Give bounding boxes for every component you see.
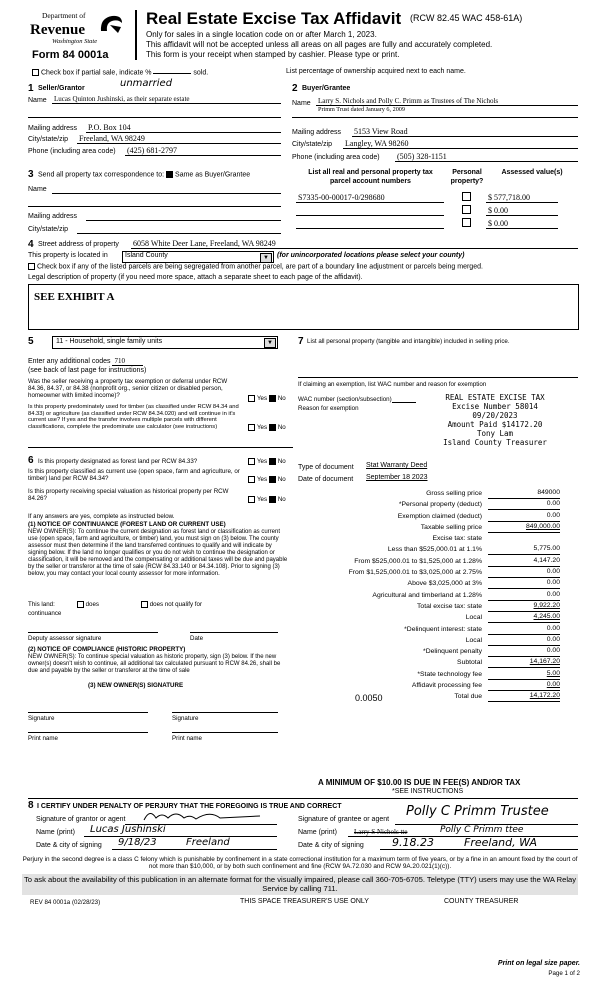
grantee-city: Freeland, WA — [464, 836, 537, 849]
reason-label: Reason for exemption — [298, 405, 359, 412]
legal-label: Legal description of property (if you need more space, attach a separate sheet to each page of the affidavit). — [28, 274, 363, 281]
calc-row — [298, 601, 560, 612]
doc-type-label: Type of document — [298, 464, 354, 471]
logo-revenue: Revenue — [30, 22, 85, 38]
sec5-q1-answer: Yes No — [248, 395, 286, 402]
calc-row — [298, 590, 560, 601]
owner-signature-label-2: Signature — [172, 715, 199, 722]
treasurer-only: THIS SPACE TREASURER'S USE ONLY — [240, 898, 369, 905]
rcw-reference: (RCW 82.45 WAC 458-61A) — [410, 13, 523, 23]
see-instructions: *SEE INSTRUCTIONS — [392, 788, 464, 795]
buyer-mailing: 5153 View Road — [354, 127, 408, 136]
grantee-date-label: Date & city of signing — [298, 842, 364, 849]
sec6-q2: Is this property classified as current use (open space, farm and agriculture, or timber) land per RCW 84.34? — [28, 468, 240, 483]
exemption-note: If claiming an exemption, list WAC number and reason for exemption — [298, 381, 487, 388]
buyer-city-label: City/state/zip — [292, 141, 333, 148]
county-treasurer: COUNTY TREASURER — [444, 898, 519, 905]
sec6-q1-answer: Yes No — [248, 458, 286, 465]
s6q1-yes-checkbox[interactable] — [248, 458, 255, 465]
this-land-row: This land: does does not qualify for — [28, 601, 203, 609]
notice2-body: NEW OWNER(S): To continue special valuation as historic property, sign (3) below. If the new owner(s) doesn't wish to continue, all additional tax calculated pursuant to RCW 84.26, shall be due and payable by the seller or transferor at the time of sale — [28, 654, 281, 674]
s6q3-no-checkbox[interactable] — [269, 496, 276, 503]
deputy-label: Deputy assessor signature — [28, 635, 102, 642]
s6q3-yes-checkbox[interactable] — [248, 496, 255, 503]
calc-value: 0.00 — [488, 590, 560, 601]
sec6-q2-answer: Yes No — [248, 476, 286, 483]
sec4-number: 4 — [28, 239, 34, 250]
doc-type: Stat Warranty Deed — [366, 462, 428, 469]
perjury-notice: Perjury in the second degree is a class C felony which is punishable by confinement in a state correctional institution for a maximum term of five years, or by a fine in an amount fixed by the court of not more than $10,000, or by both such confinement and fine (RCW 9A.72.030 and RCW 9A.20.021(1)(c)). — [22, 856, 578, 871]
buyer-phone: (505) 328-1151 — [397, 152, 447, 161]
calc-value: 4,245.00 — [488, 612, 560, 623]
grantee-date: 9.18.23 — [392, 836, 434, 849]
segregated-note: Check box if any of the listed parcels are being segregated from another parcel, are part of a boundary line adjustment or parcels being merged. — [28, 263, 483, 272]
legal-size-note: Print on legal size paper. — [497, 960, 580, 967]
grantee-name-label: Name (print) — [298, 829, 337, 836]
assessed-value-3: $ 0.00 — [488, 219, 508, 228]
seller-name: Lucas Quinton Jushinski, as their separate estate — [54, 95, 190, 103]
calc-label: Local — [465, 636, 482, 644]
sec5-q2-answer: Yes No — [248, 424, 286, 431]
personal-checkbox-1[interactable] — [462, 192, 471, 201]
s6q1-no-checkbox[interactable] — [269, 458, 276, 465]
sec6-number: 6 — [28, 455, 34, 466]
calc-row — [298, 680, 560, 691]
sec6-q1: Is this property designated as forest land per RCW 84.33? — [38, 458, 198, 465]
grantor-signature — [140, 806, 270, 824]
sec3-name-label: Name — [28, 186, 47, 193]
header-divider — [135, 10, 137, 60]
grantor-date: 9/18/23 — [118, 837, 157, 848]
minimum-notice: A MINIMUM OF $10.00 IS DUE IN FEE(S) AND/OR TAX — [318, 778, 521, 787]
calc-label: Local — [465, 614, 482, 622]
form-number: Form 84 0001a — [32, 49, 109, 61]
seller-name-label: Name — [28, 97, 47, 104]
q1-no-checkbox[interactable] — [269, 395, 276, 402]
sec2-number: 2 — [292, 83, 298, 94]
grantor-name: Lucas Jushinski — [90, 824, 166, 835]
grantor-sig-label: Signature of grantor or agent — [36, 816, 126, 823]
calc-label: Exemption claimed (deduct) — [397, 512, 482, 520]
calc-label: Less than $525,000.01 at 1.1% — [387, 546, 482, 554]
calc-value: 849000 — [488, 488, 560, 499]
located-note: (for unincorporated locations please select your county) — [277, 252, 465, 259]
calc-row — [298, 488, 560, 499]
calc-row — [298, 612, 560, 623]
parcels-header: List all real and personal property tax parcel account numbers — [308, 169, 433, 185]
see-back: (see back of last page for instructions) — [28, 367, 147, 374]
calc-row — [298, 635, 560, 646]
doc-date-label: Date of document — [298, 476, 354, 483]
calc-label: Affidavit processing fee — [411, 682, 482, 690]
calc-row — [298, 624, 560, 635]
sec7-number: 7 — [298, 336, 304, 347]
assessed-value-1: $ 577,718.00 — [488, 193, 530, 202]
seller-mailing: P.O. Box 104 — [88, 123, 131, 132]
calc-row — [298, 567, 560, 578]
owner-print-label-2: Print name — [172, 735, 202, 742]
owner-print-label-1: Print name — [28, 735, 58, 742]
seller-phone: (425) 681-2797 — [127, 146, 177, 155]
q1-yes-checkbox[interactable] — [248, 395, 255, 402]
notice-3: This form is your receipt when stamped by cashier. Please type or print. — [146, 50, 400, 59]
calc-row — [298, 544, 560, 555]
calc-value: 0.00 — [488, 567, 560, 578]
revenue-logo — [28, 10, 128, 62]
sec5-number: 5 — [28, 336, 34, 347]
chevron-down-icon[interactable]: ▼ — [260, 253, 272, 263]
calc-row — [298, 511, 560, 522]
calc-value: 14,167.20 — [488, 657, 560, 668]
partial-sale: Check box if partial sale, indicate % sold. — [32, 69, 208, 78]
county-select[interactable] — [122, 251, 274, 263]
grantee-sig-label: Signature of grantee or agent — [298, 816, 390, 823]
seller-mailing-label: Mailing address — [28, 125, 78, 132]
street-address: 6058 White Deer Lane, Freeland, WA 98249 — [133, 239, 276, 248]
sec6-q3-answer: Yes No — [248, 496, 286, 503]
calc-row — [298, 669, 560, 680]
wa-logo-icon — [98, 13, 124, 35]
calc-label: Total excise tax: state — [417, 602, 482, 610]
seller-phone-label: Phone (including area code) — [28, 148, 116, 155]
logo-dept: Department of — [42, 11, 86, 20]
calc-label: From $525,000.01 to $1,525,000 at 1.28% — [354, 557, 482, 565]
use-code-value: 11 - Household, single family units — [56, 338, 163, 345]
calc-value: 0.00 — [488, 635, 560, 646]
notice1-title: (1) NOTICE OF CONTINUANCE (FOREST LAND OR CURRENT USE) — [28, 521, 226, 528]
same-as-buyer-checkbox[interactable] — [166, 171, 173, 178]
grantor-city: Freeland — [186, 837, 230, 848]
if-any: If any answers are yes, complete as instructed below. — [28, 513, 175, 520]
personal-checkbox-3[interactable] — [462, 218, 471, 227]
calc-row — [298, 646, 560, 657]
ownership-note: List percentage of ownership acquired next to each name. — [286, 68, 466, 75]
s6q2-no-checkbox[interactable] — [269, 476, 276, 483]
notice-1: Only for sales in a single location code on or after March 1, 2023. — [146, 30, 377, 39]
doc-date: September 18 2023 — [366, 474, 428, 481]
calc-value: 0.00 — [488, 624, 560, 635]
sec7-title: List all personal property (tangible and intangible) included in selling price. — [307, 338, 510, 345]
calc-value: 849,000.00 — [488, 522, 560, 533]
calc-label: Taxable selling price — [420, 523, 482, 531]
page-title: Real Estate Excise Tax Affidavit — [146, 9, 402, 28]
sec1-number: 1 — [28, 83, 34, 94]
notice2-title: (2) NOTICE OF COMPLIANCE (HISTORIC PROPERTY) — [28, 646, 186, 653]
wac-label: WAC number (section/subsection) — [298, 396, 392, 403]
calc-value: 0.00 — [488, 646, 560, 657]
grantor-date-label: Date & city of signing — [36, 842, 102, 849]
sec8-number: 8 — [28, 800, 34, 811]
partial-sale-checkbox[interactable] — [32, 69, 39, 76]
county-select-value: Island County — [125, 252, 168, 259]
q2-no-checkbox[interactable] — [269, 424, 276, 431]
assessed-value-2: $ 0.00 — [488, 206, 508, 215]
calc-row — [298, 522, 560, 533]
tax-calculation — [298, 488, 560, 703]
does-checkbox[interactable] — [77, 601, 84, 608]
grantee-signature: Polly C Primm Trustee — [406, 804, 549, 819]
does-not-checkbox[interactable] — [141, 601, 148, 608]
buyer-city: Langley, WA 98260 — [345, 139, 409, 148]
q2-yes-checkbox[interactable] — [248, 424, 255, 431]
sec3-title: Send all property tax correspondence to: Same as Buyer/Grantee — [38, 171, 251, 179]
alt-format-notice: To ask about the availability of this publication in an alternate format for the visually impaired, please call 360-705-6705. Teletype (TTY) users may use the WA Relay Service by calling 711. — [22, 874, 578, 895]
calc-label: Gross selling price — [426, 490, 482, 497]
buyer-name-1: Larry S. Nichols and Polly C. Primm as Trustees of The Nichols — [318, 97, 499, 105]
personal-header: Personal property? — [450, 169, 484, 185]
notice1-body: NEW OWNER(S): To continue the current designation as forest land or classification as current use (open space, farm and agriculture, or timber) land, you must sign on (3) below. The county assessor must then determine if the land transferred continues to qualify and will indicate by signing below. If the land no longer qualifies or you do not wish to continue the designation or classification, it will be removed and the compensating or additional taxes will be due and payable by the seller or transferor at the time of sale (RCW 84.33.140 or 84.34.108). Prior to signing (3) below, you may contact your local county assessor for more information. — [28, 529, 288, 577]
logo-state: Washington State — [52, 38, 98, 45]
calc-row — [298, 533, 560, 544]
parcel-number: S7335-00-00017-0/298680 — [298, 193, 385, 202]
buyer-phone-label: Phone (including area code) — [292, 154, 380, 161]
use-code-select[interactable] — [52, 336, 278, 349]
calc-value: 9,922.20 — [488, 601, 560, 612]
calc-row — [298, 691, 560, 702]
continuance-label: continuance — [28, 610, 62, 617]
page-number: Page 1 of 2 — [548, 970, 580, 977]
assessed-header: Assessed value(s) — [501, 169, 563, 176]
calc-label: *Delinquent penalty — [423, 648, 482, 656]
calc-value: 0.00 — [488, 578, 560, 589]
grantee-name: Polly C Primm ttee — [440, 825, 524, 835]
calc-row — [298, 578, 560, 589]
unmarried-note: unmarried — [120, 78, 173, 89]
notice3-title: (3) NEW OWNER(S) SIGNATURE — [88, 682, 184, 689]
seller-city: Freeland, WA 98249 — [79, 134, 145, 143]
calc-value: 5,775.00 — [488, 544, 560, 555]
calc-value: 0.00 — [488, 499, 560, 510]
sec5-q1: Was the seller receiving a property tax exemption or deferral under RCW 84.36, 84.37, or 84.38 (nonprofit org., senior citizen or disabled person, homeowner with limited income)? — [28, 378, 228, 400]
seller-city-label: City/state/zip — [28, 136, 69, 143]
calc-label: Agricultural and timberland at 1.28% — [372, 591, 482, 599]
calc-row — [298, 556, 560, 567]
calc-value: 0.00 — [488, 511, 560, 522]
located-label: This property is located in — [28, 252, 108, 259]
grantor-name-label: Name (print) — [36, 829, 75, 836]
calc-label: Above $3,025,000 at 3% — [407, 580, 482, 588]
treasurer-stamp: REAL ESTATE EXCISE TAX Excise Number 58014 09/20/2023 Amount Paid $14172.20 Tony Lam Island County Treasurer — [443, 393, 547, 447]
buyer-name-2: Primm Trust dated January 6, 2009 — [318, 106, 405, 113]
sec1-title: Seller/Grantor — [38, 85, 85, 92]
street-label: Street address of property — [38, 241, 119, 248]
sec8-title: I CERTIFY UNDER PENALTY OF PERJURY THAT THE FOREGOING IS TRUE AND CORRECT — [37, 803, 342, 810]
calc-label: Excise tax: state — [432, 535, 482, 543]
personal-checkbox-2[interactable] — [462, 205, 471, 214]
calc-value: 5.00 — [488, 669, 560, 680]
sec3-mailing-label: Mailing address — [28, 213, 78, 220]
local-rate: 0.0050 — [355, 693, 383, 703]
calc-row — [298, 499, 560, 510]
calc-value: 14,172.20 — [488, 691, 560, 702]
buyer-mailing-label: Mailing address — [292, 129, 342, 136]
sec3-city-label: City/state/zip — [28, 226, 69, 233]
sec6-q3: Is this property receiving special valuation as historical property per RCW 84.26? — [28, 488, 229, 503]
notice-2: This affidavit will not be accepted unless all areas on all pages are fully and accurately completed. — [146, 40, 493, 49]
grantee-name-struck: Larry S Nichols tte — [354, 828, 408, 836]
calc-label: Subtotal — [457, 659, 482, 667]
calc-row — [298, 657, 560, 668]
sec5-q2: Is this property predominately used for timber (as classified under RCW 84.34 and 84.33) or agriculture (as classified under RCW 84.34.020) and will continue in it's current use? If yes and the transfer involves multiple parcels with different classifications, complete the predominate use calculator (see instructions) — [28, 404, 239, 430]
rev-number: REV 84 0001a (02/28/23) — [30, 899, 101, 906]
calc-value: 4,147.20 — [488, 556, 560, 567]
legal-description: SEE EXHIBIT A — [34, 291, 115, 303]
calc-label: Total due — [454, 693, 482, 701]
additional-codes: Enter any additional codes 710 — [28, 357, 143, 367]
owner-signature-label-1: Signature — [28, 715, 55, 722]
calc-label: *State technology fee — [417, 670, 482, 678]
sec2-title: Buyer/Grantee — [302, 85, 351, 92]
calc-label: From $1,525,000.01 to $3,025,000 at 2.75% — [348, 569, 482, 577]
s6q2-yes-checkbox[interactable] — [248, 476, 255, 483]
deputy-date-label: Date — [190, 635, 204, 642]
sec3-number: 3 — [28, 169, 34, 180]
calc-label: *Personal property (deduct) — [398, 501, 482, 509]
calc-label: *Delinquent interest: state — [404, 625, 482, 633]
segregated-checkbox[interactable] — [28, 263, 35, 270]
calc-value: 0.00 — [488, 680, 560, 691]
legal-description-box[interactable] — [28, 284, 579, 330]
chevron-down-icon[interactable]: ▼ — [264, 338, 276, 348]
buyer-name-label: Name — [292, 100, 311, 107]
